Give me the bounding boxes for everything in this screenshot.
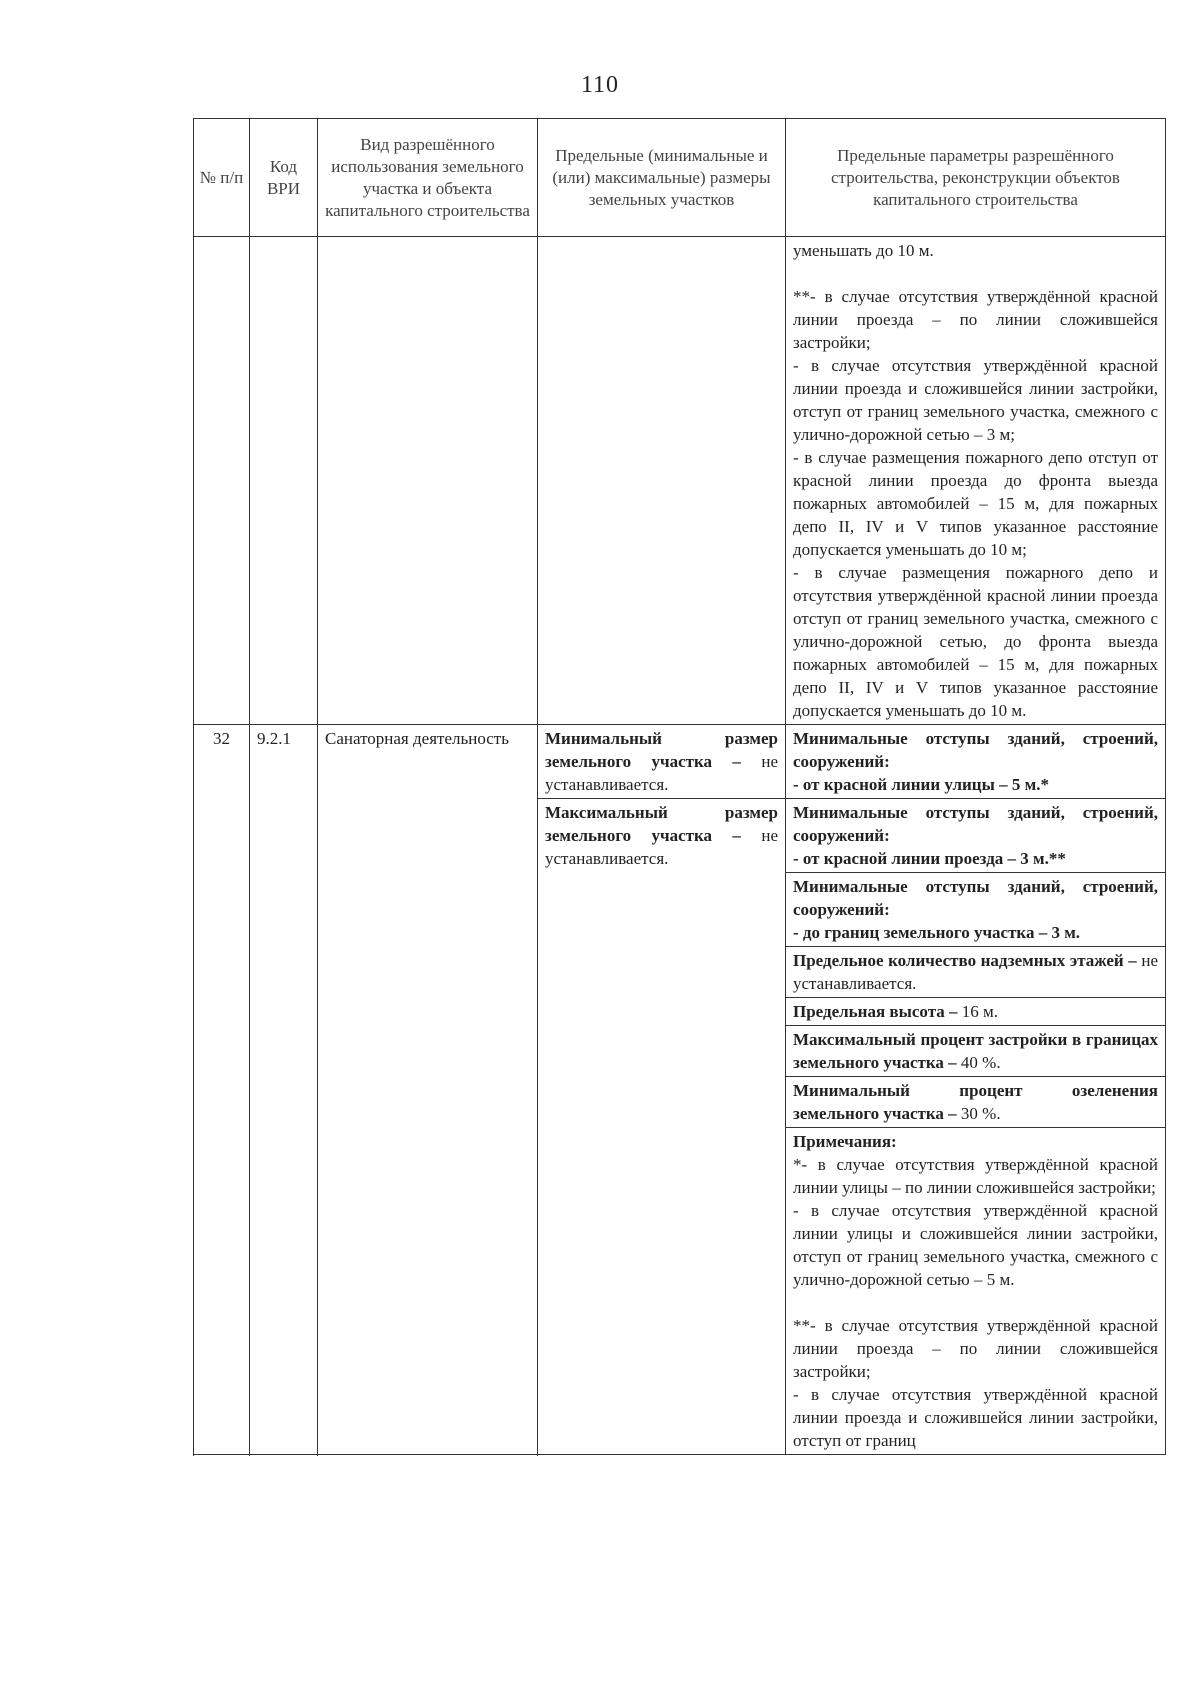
header-number: № п/п [194,119,250,237]
note-line: уменьшать до 10 м. [793,241,934,260]
note-line: - в случае отсутствия утверждённой красной линии проезда и сложившейся линии застройки, отступ от границ [793,1385,1158,1450]
header-building-params: Предельные параметры разрешённого строительства, реконструкции объектов капитального строительства [786,119,1166,237]
notes-cell [786,1128,1166,1455]
header-plot-sizes: Предельные (минимальные и (или) максимальные) размеры земельных участков [538,119,786,237]
row-code: 9.2.1 [250,725,318,1455]
param-min-greenery: Минимальный процент озеленения земельного участка – 30 %. [786,1077,1166,1128]
param-setback-driveway: Минимальные отступы зданий, строений, сооружений: - от красной линии проезда – 3 м.** [786,799,1166,873]
note-line: **- в случае отсутствия утверждённой красной линии проезда – по линии сложившейся застройки; [793,1316,1158,1381]
param-floors: Предельное количество надземных этажей – не устанавливается. [786,947,1166,998]
continuation-row [194,237,1166,725]
continuation-notes [786,237,1166,725]
row-number: 32 [194,725,250,1455]
note-line: - в случае размещения пожарного депо и отсутствия утверждённой красной линии проезда отступ от границ земельного участка, смежного с улично-дорожной сетью, до фронта выезда пожарных автомобилей – 15 м, для пожарных депо II, IV и V типов указанное расстояние допускается уменьшать до 10 м. [793,563,1158,720]
land-use-table [193,118,1166,1455]
note-line: - в случае отсутствия утверждённой красной линии улицы и сложившейся линии застройки, отступ от границ земельного участка, смежного с улично-дорожной сетью – 5 м. [793,1201,1158,1289]
table-header-row [194,119,1166,237]
param-height: Предельная высота – 16 м. [786,998,1166,1026]
row-use-name: Санаторная деятельность [318,725,538,1455]
header-use-type: Вид разрешённого использования земельного участка и объекта капитального строительства [318,119,538,237]
note-line: **- в случае отсутствия утверждённой красной линии проезда – по линии сложившейся застройки; [793,287,1158,352]
page-number: 110 [580,72,620,98]
param-setback-plot-border: Минимальные отступы зданий, строений, сооружений: - до границ земельного участка – 3 м. [786,873,1166,947]
notes-title: Примечания: [793,1132,897,1151]
note-line: - в случае размещения пожарного депо отступ от красной линии проезда до фронта выезда пожарных автомобилей – 15 м, для пожарных депо II, IV и V типов указанное расстояние допускается уменьшать до 10 м; [793,448,1158,559]
param-setback-street: Минимальные отступы зданий, строений, сооружений: - от красной линии улицы – 5 м.* [786,725,1166,799]
max-plot-size: Максимальный размер земельного участка – не устанавливается. [538,799,786,1455]
min-plot-size: Минимальный размер земельного участка – не устанавливается. [538,725,786,799]
param-max-coverage: Максимальный процент застройки в границах земельного участка – 40 %. [786,1026,1166,1077]
header-code: Код ВРИ [250,119,318,237]
table-row-32 [194,725,1166,799]
note-line: - в случае отсутствия утверждённой красной линии проезда и сложившейся линии застройки, отступ от границ земельного участка, смежного с улично-дорожной сетью – 3 м; [793,356,1158,444]
note-line: *- в случае отсутствия утверждённой красной линии улицы – по линии сложившейся застройки; [793,1155,1158,1197]
